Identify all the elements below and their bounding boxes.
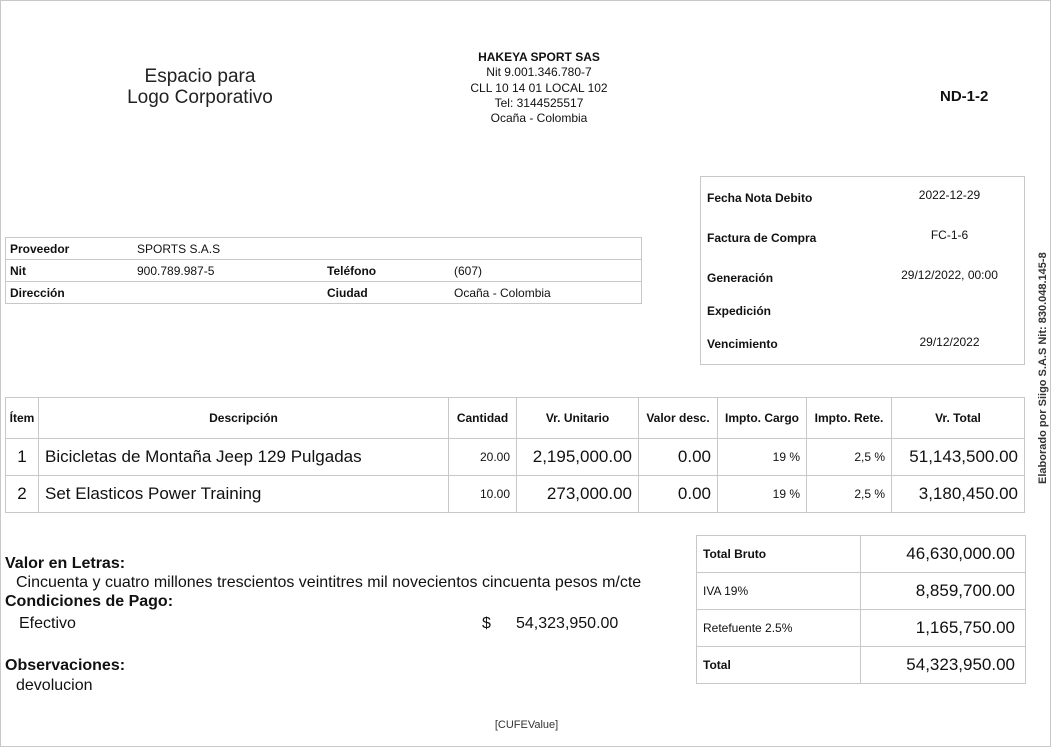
currency-symbol: $: [482, 615, 491, 632]
cell-item: 2: [6, 476, 39, 513]
payment-amount: 54,323,950.00: [516, 615, 619, 632]
cell-valor-desc: 0.00: [639, 439, 718, 476]
cell-vr-unitario: 2,195,000.00: [517, 439, 639, 476]
provider-row: [6, 282, 642, 304]
date-value: FC-1-6: [930, 228, 969, 242]
empty-cell: [450, 238, 642, 260]
company-nit: Nit 9.001.346.780-7: [486, 65, 592, 80]
empty-cell: [323, 238, 450, 260]
nit-value: 900.789.987-5: [133, 260, 323, 282]
observaciones-value: devolucion: [16, 677, 93, 694]
ciudad-value: Ocaña - Colombia: [450, 282, 642, 304]
nit-label: Nit: [6, 260, 134, 282]
date-label: Fecha Nota Debito: [707, 191, 813, 205]
condiciones-label: Condiciones de Pago:: [5, 593, 174, 610]
valor-letras-value: Cincuenta y cuatro millones trescientos veintitres mil novecientos cincuenta pesos m/cte: [16, 574, 642, 591]
cell-valor-desc: 0.00: [639, 476, 718, 513]
totals-row: [697, 573, 1026, 610]
cell-descripcion: Set Elasticos Power Training: [39, 476, 449, 513]
col-valor-desc: Valor desc.: [639, 398, 718, 439]
date-label: Factura de Compra: [707, 231, 817, 245]
company-phone: Tel: 3144525517: [494, 95, 584, 110]
logo-line-1: Espacio para: [144, 66, 256, 87]
direccion-label: Dirección: [6, 282, 134, 304]
provider-table: [5, 237, 642, 304]
cell-vr-total: 3,180,450.00: [892, 476, 1025, 513]
provider-label: Proveedor: [6, 238, 134, 260]
cell-impto-rete: 2,5 %: [807, 476, 892, 513]
cell-cantidad: 20.00: [449, 439, 517, 476]
col-impto-cargo: Impto. Cargo: [718, 398, 807, 439]
siigo-credit: Elaborado por Siigo S.A.S Nit: 830.048.145-8: [1037, 252, 1049, 484]
table-row: [6, 439, 1025, 476]
totals-row: [697, 647, 1026, 684]
total-label: Total: [697, 647, 861, 684]
cell-vr-unitario: 273,000.00: [517, 476, 639, 513]
date-value: 29/12/2022: [919, 335, 980, 349]
telefono-value: (607): [450, 260, 642, 282]
ciudad-label: Ciudad: [323, 282, 450, 304]
telefono-label: Teléfono: [323, 260, 450, 282]
provider-row: [6, 238, 642, 260]
total-value: 54,323,950.00: [861, 647, 1026, 684]
date-label: Vencimiento: [707, 337, 778, 351]
logo-line-2: Logo Corporativo: [127, 87, 273, 108]
table-row: [6, 476, 1025, 513]
date-value: 2022-12-29: [918, 188, 981, 202]
totals-table: [696, 535, 1026, 684]
direccion-value: [133, 282, 323, 304]
cell-descripcion: Bicicletas de Montaña Jeep 129 Pulgadas: [39, 439, 449, 476]
retefuente-value: 1,165,750.00: [861, 610, 1026, 647]
totals-row: [697, 536, 1026, 573]
col-descripcion: Descripción: [39, 398, 449, 439]
valor-letras-label: Valor en Letras:: [5, 555, 126, 572]
cufe-value: [CUFEValue]: [494, 719, 559, 731]
items-header-row: [6, 398, 1025, 439]
col-vr-total: Vr. Total: [892, 398, 1025, 439]
date-label: Generación: [707, 271, 774, 285]
items-table: [5, 397, 1025, 513]
company-address: CLL 10 14 01 LOCAL 102: [470, 80, 608, 95]
retefuente-label: Retefuente 2.5%: [697, 610, 861, 647]
col-impto-rete: Impto. Rete.: [807, 398, 892, 439]
logo-placeholder: [100, 66, 300, 108]
col-vr-unitario: Vr. Unitario: [517, 398, 639, 439]
iva-value: 8,859,700.00: [861, 573, 1026, 610]
cell-impto-cargo: 19 %: [718, 476, 807, 513]
document-number: ND-1-2: [940, 88, 989, 105]
date-value: 29/12/2022, 00:00: [901, 268, 998, 282]
totals-row: [697, 610, 1026, 647]
observaciones-label: Observaciones:: [5, 657, 126, 674]
cell-impto-rete: 2,5 %: [807, 439, 892, 476]
col-item: Ítem: [6, 398, 39, 439]
dates-box: [700, 176, 1025, 365]
date-label: Expedición: [707, 304, 772, 318]
cell-cantidad: 10.00: [449, 476, 517, 513]
cell-impto-cargo: 19 %: [718, 439, 807, 476]
condiciones-value: Efectivo: [19, 615, 76, 632]
iva-label: IVA 19%: [697, 573, 861, 610]
company-name: HAKEYA SPORT SAS: [478, 50, 600, 64]
provider-value: SPORTS S.A.S: [133, 238, 323, 260]
company-city: Ocaña - Colombia: [490, 111, 588, 126]
col-cantidad: Cantidad: [449, 398, 517, 439]
provider-row: [6, 260, 642, 282]
total-bruto-label: Total Bruto: [697, 536, 861, 573]
cell-vr-total: 51,143,500.00: [892, 439, 1025, 476]
company-header: [430, 50, 648, 126]
total-bruto-value: 46,630,000.00: [861, 536, 1026, 573]
cell-item: 1: [6, 439, 39, 476]
